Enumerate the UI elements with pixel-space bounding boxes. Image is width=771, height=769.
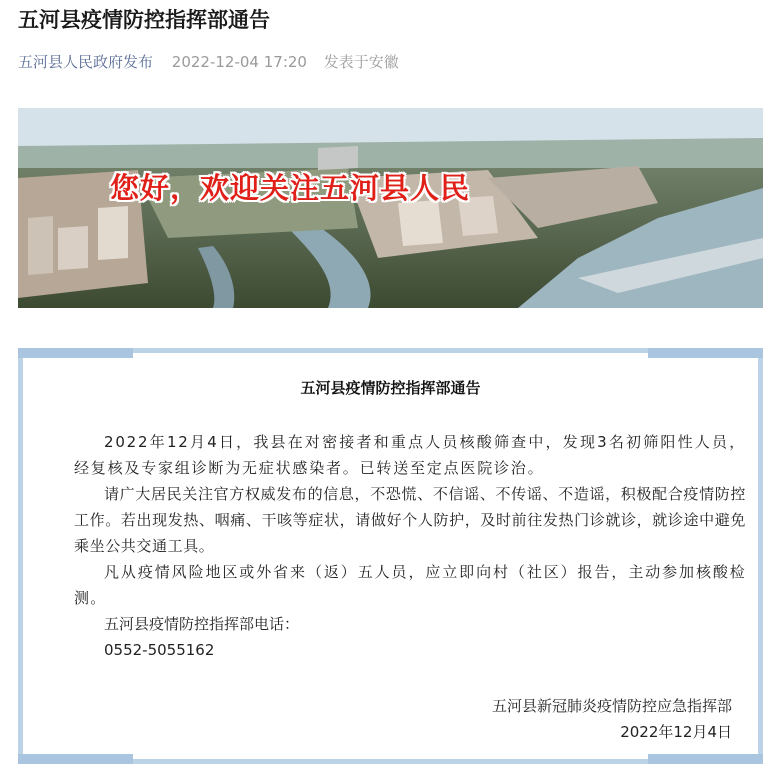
frame-corner [648, 754, 763, 764]
notice-box [18, 348, 763, 764]
phone-number: 0552-5055162 [104, 641, 215, 659]
article-meta [18, 50, 399, 74]
banner-image [18, 108, 763, 308]
frame-corner [18, 348, 133, 358]
notice-signoff [492, 693, 732, 745]
issuer-name: 五河县新冠肺炎疫情防控应急指挥部 [491, 697, 732, 715]
notice-body [74, 429, 746, 663]
phone-label: 五河县疫情防控指挥部电话： [104, 615, 300, 633]
frame-corner [648, 348, 763, 358]
publish-location: 发表于安徽 [323, 53, 399, 71]
notice-paragraph: 凡从疫情风险地区或外省来（返）五人员，应立即向村（社区）报告，主动参加核酸检测。 [74, 563, 746, 607]
frame-corner [18, 754, 133, 764]
article-title: 五河县疫情防控指挥部通告 [18, 8, 270, 32]
notice-paragraph: 2022年12月4日，我县在对密接者和重点人员核酸筛查中，发现3名初筛阳性人员，经复核及专家组诊断为无症状感染者。已转送至定点医院诊治。 [74, 433, 746, 477]
issue-date: 2022年12月4日 [620, 723, 732, 741]
publish-datetime: 2022-12-04 17:20 [171, 53, 307, 71]
notice-paragraph: 请广大居民关注官方权威发布的信息，不恐慌、不信谣、不传谣、不造谣，积极配合疫情防控工作。若出现发热、咽痛、干咳等症状，请做好个人防护，及时前往发热门诊就诊，就诊途中避免乘坐公共交通工具。 [74, 485, 746, 555]
notice-title: 五河县疫情防控指挥部通告 [300, 379, 481, 397]
banner-slogan: 您好，欢迎关注五河县人民 [110, 171, 471, 205]
city-aerial-photo [18, 108, 763, 308]
author-link[interactable]: 五河县人民政府发布 [18, 53, 154, 71]
